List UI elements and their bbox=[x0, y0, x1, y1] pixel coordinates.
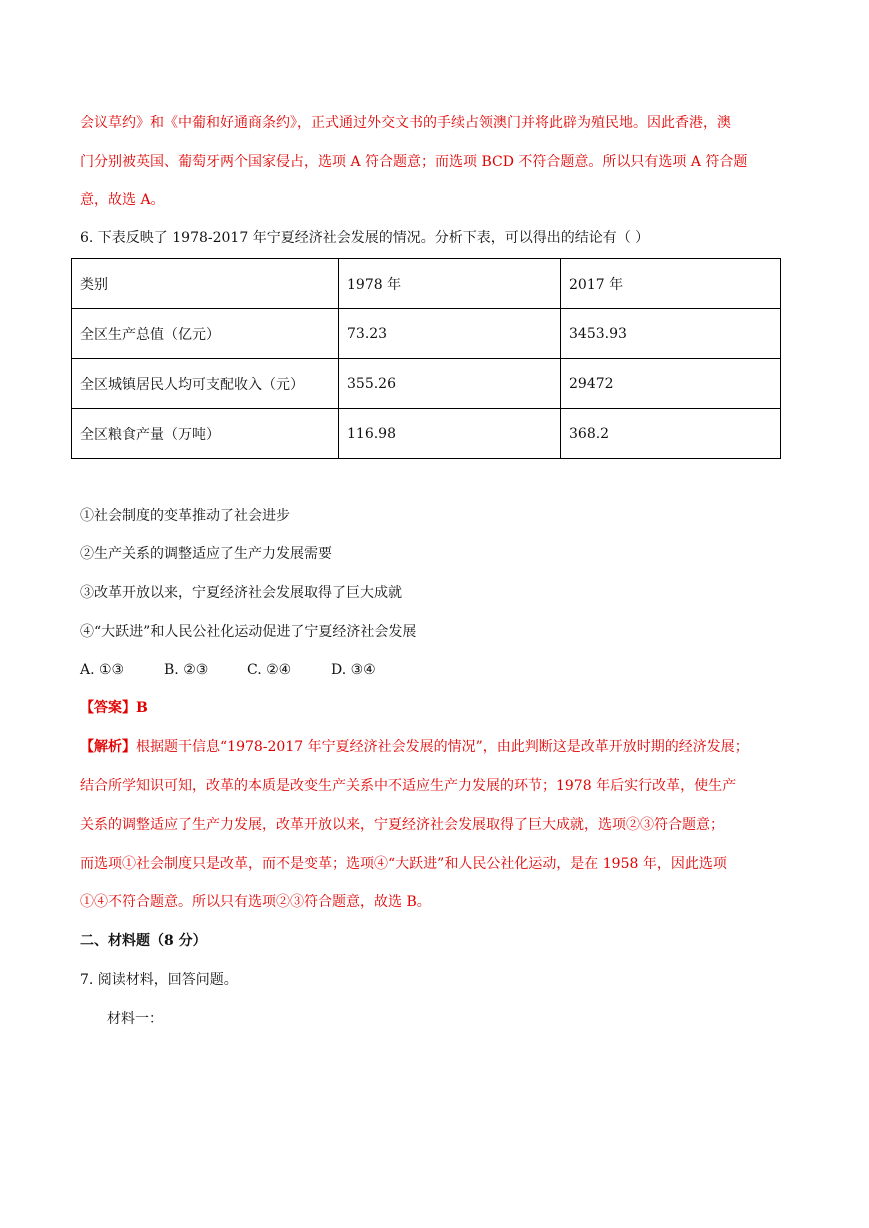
answer-options bbox=[80, 660, 376, 680]
prev-analysis-line-2: 门分别被英国、葡萄牙两个国家侵占，选项 A 符合题意；而选项 BCD 不符合题意。所以只有选项 A 符合题 bbox=[80, 154, 748, 170]
prev-analysis-line-3: 意，故选 A。 bbox=[80, 192, 165, 208]
analysis-line-2: 结合所学知识可知，改革的本质是改变生产关系中不适应生产力发展的环节；1978 年后实行改革，使生产 bbox=[80, 778, 737, 794]
question-6-stem: 6. 下表反映了 1978-2017 年宁夏经济社会发展的情况。分析下表，可以得出的结论有（ ） bbox=[80, 230, 650, 246]
table-cell: 全区生产总值（亿元） bbox=[72, 309, 339, 359]
section-2-heading: 二、材料题（8 分） bbox=[80, 933, 207, 949]
statement-1: ①社会制度的变革推动了社会进步 bbox=[80, 508, 290, 524]
analysis-line-5: ①④不符合题意。所以只有选项②③符合题意，故选 B。 bbox=[80, 894, 431, 910]
option-d: D. ③④ bbox=[331, 662, 376, 678]
table-cell: 116.98 bbox=[339, 409, 561, 459]
analysis-line-4: 而选项①社会制度只是改革，而不是变革；选项④“大跃进”和人民公社化运动，是在 1958 年，因此选项 bbox=[80, 856, 727, 872]
answer-label bbox=[80, 698, 148, 718]
table-cell: 29472 bbox=[561, 359, 781, 409]
prev-analysis-line-1: 会议草约》和《中葡和好通商条约》，正式通过外交文书的手续占领澳门并将此辟为殖民地。因此香港，澳 bbox=[80, 115, 731, 131]
option-c: C. ②④ bbox=[247, 662, 292, 678]
question-7-stem: 7. 阅读材料，回答问题。 bbox=[80, 972, 238, 988]
data-table bbox=[71, 258, 781, 459]
material-1-label: 材料一： bbox=[107, 1011, 163, 1027]
table-row bbox=[72, 359, 781, 409]
statement-2: ②生产关系的调整适应了生产力发展需要 bbox=[80, 546, 332, 562]
statement-3: ③改革开放以来，宁夏经济社会发展取得了巨大成就 bbox=[80, 585, 402, 601]
answer-text: 【答案】B bbox=[80, 700, 148, 716]
analysis-line-1 bbox=[80, 737, 749, 757]
table-cell: 73.23 bbox=[339, 309, 561, 359]
table-cell: 355.26 bbox=[339, 359, 561, 409]
option-a: A. ①③ bbox=[80, 662, 125, 678]
table-cell: 全区粮食产量（万吨） bbox=[72, 409, 339, 459]
table-header-cell: 类别 bbox=[72, 259, 339, 309]
table-header-cell: 2017 年 bbox=[561, 259, 781, 309]
option-b: B. ②③ bbox=[164, 662, 209, 678]
statement-4: ④“大跃进”和人民公社化运动促进了宁夏经济社会发展 bbox=[80, 624, 417, 640]
table-header-cell: 1978 年 bbox=[339, 259, 561, 309]
table-row bbox=[72, 409, 781, 459]
table-header-row bbox=[72, 259, 781, 309]
analysis-line-3: 关系的调整适应了生产力发展，改革开放以来，宁夏经济社会发展取得了巨大成就，选项②③符合题意； bbox=[80, 817, 724, 833]
table-row bbox=[72, 309, 781, 359]
table-cell: 全区城镇居民人均可支配收入（元） bbox=[72, 359, 339, 409]
table-cell: 368.2 bbox=[561, 409, 781, 459]
analysis-tag: 【解析】 bbox=[80, 739, 136, 755]
table-cell: 3453.93 bbox=[561, 309, 781, 359]
analysis-text: 根据题干信息“1978-2017 年宁夏经济社会发展的情况”，由此判断这是改革开放时期的经济发展； bbox=[136, 739, 749, 755]
